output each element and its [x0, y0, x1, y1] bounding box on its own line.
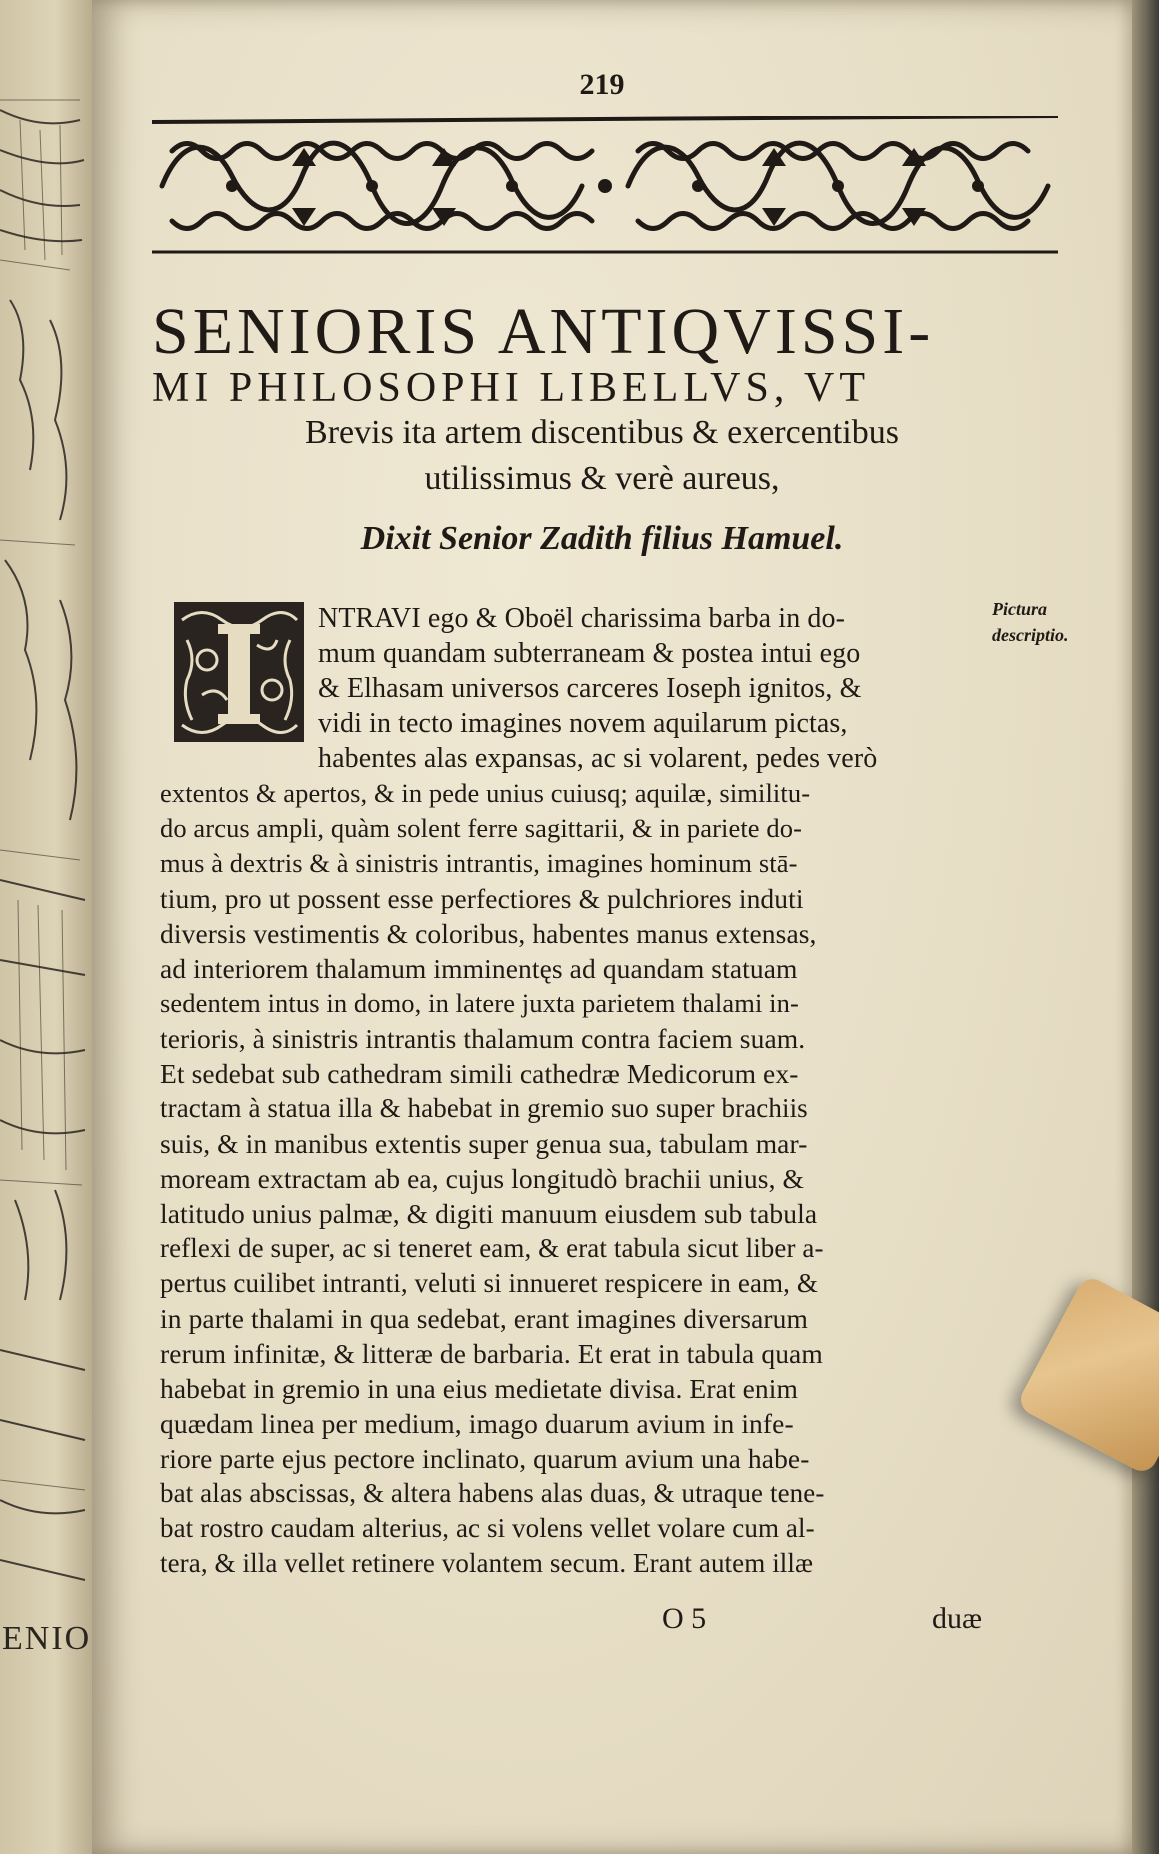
body-line: pertus cuilibet intranti, veluti si innueret respicere in eam, &: [160, 1268, 818, 1298]
body-line: in parte thalami in qua sedebat, erant imagines diversarum: [160, 1303, 809, 1334]
body-line: extentos & apertos, & in pede unius cuiusq; aquilæ, similitu-: [160, 778, 811, 808]
body-line: bat alas abscissas, & altera habens alas duas, & utraque tene-: [160, 1478, 825, 1508]
catchword: duæ: [932, 1602, 983, 1635]
body-line: suis, & in manibus extentis super genua sua, tabulam mar-: [160, 1128, 808, 1159]
body-line: Et sedebat sub cathedram simili cathedræ Medicorum ex-: [160, 1058, 799, 1089]
body-line: diversis vestimentis & coloribus, habentes manus extensas,: [160, 918, 817, 949]
body-line: ad interiorem thalamum imminentęs ad quandam statuam: [160, 953, 798, 984]
left-facing-page: [0, 0, 92, 1854]
margin-note-line-1: Pictura: [992, 599, 1048, 619]
left-page-caption: ENIO: [2, 1620, 92, 1657]
headpiece-ornament: [152, 116, 1058, 258]
signature-mark: O 5: [662, 1602, 707, 1635]
title-line-3: Brevis ita artem discentibus & exercentibus: [305, 414, 899, 451]
body-line: mum quandam subterraneam & postea intui ego: [318, 638, 861, 669]
margin-note-line-2: descriptio.: [992, 625, 1069, 646]
body-line: tium, pro ut possent esse perfectiores & pulchriores induti: [160, 883, 804, 914]
body-line: tractam à statua illa & habebat in gremio suo super brachiis: [160, 1093, 808, 1123]
body-line: latitudo unius palmæ, & digiti manuum eiusdem sub tabula: [160, 1198, 818, 1229]
byline: Dixit Senior Zadith filius Hamuel.: [360, 520, 844, 557]
body-line: moream extractam ab ea, cujus longitudò brachii unius, &: [160, 1163, 805, 1194]
title-line-4: utilissimus & verè aureus,: [424, 460, 780, 497]
body-line: terioris, à sinistris intrantis thalamum contra faciem suam.: [160, 1023, 806, 1054]
body-line: habebat in gremio in una eius medietate divisa. Erat enim: [160, 1373, 798, 1404]
body-line: reflexi de super, ac si teneret eam, & erat tabula sicut liber a-: [160, 1233, 824, 1263]
body-line: rerum infinitæ, & litteræ de barbaria. Et erat in tabula quam: [160, 1338, 823, 1369]
woodcut-illustration: [0, 0, 92, 1854]
body-line: bat rostro caudam alterius, ac si volens vellet volare cum al-: [160, 1513, 815, 1543]
body-line: riore parte ejus pectore inclinato, quarum avium una habe-: [160, 1443, 810, 1474]
body-line: tera, & illa vellet retinere volantem secum. Erant autem illæ: [160, 1548, 814, 1578]
book-page: [92, 0, 1132, 1854]
body-line: NTRAVI ego & Oboël charissima barba in do-: [318, 603, 846, 634]
page-number: 219: [579, 68, 625, 101]
body-line: do arcus ampli, quàm solent ferre sagittarii, & in pariete do-: [160, 813, 802, 843]
body-line: sedentem intus in domo, in latere juxta parietem thalami in-: [160, 988, 799, 1018]
title-line-2: MI PHILOSOPHI LIBELLVS, VT: [152, 365, 871, 411]
body-line: quædam linea per medium, imago duarum avium in infe-: [160, 1408, 794, 1439]
decorated-initial-icon: [172, 600, 306, 744]
body-line: & Elhasam universos carceres Ioseph ignitos, &: [318, 673, 862, 704]
book-edge: [1132, 0, 1159, 1854]
margin-note: [992, 596, 1112, 648]
body-line: habentes alas expansas, ac si volarent, pedes verò: [318, 743, 878, 774]
body-line: mus à dextris & à sinistris intrantis, imagines hominum stā-: [160, 848, 798, 878]
body-line: vidi in tecto imagines novem aquilarum pictas,: [318, 708, 848, 739]
title-line-1: SENIORIS ANTIQVISSI-: [152, 295, 935, 368]
